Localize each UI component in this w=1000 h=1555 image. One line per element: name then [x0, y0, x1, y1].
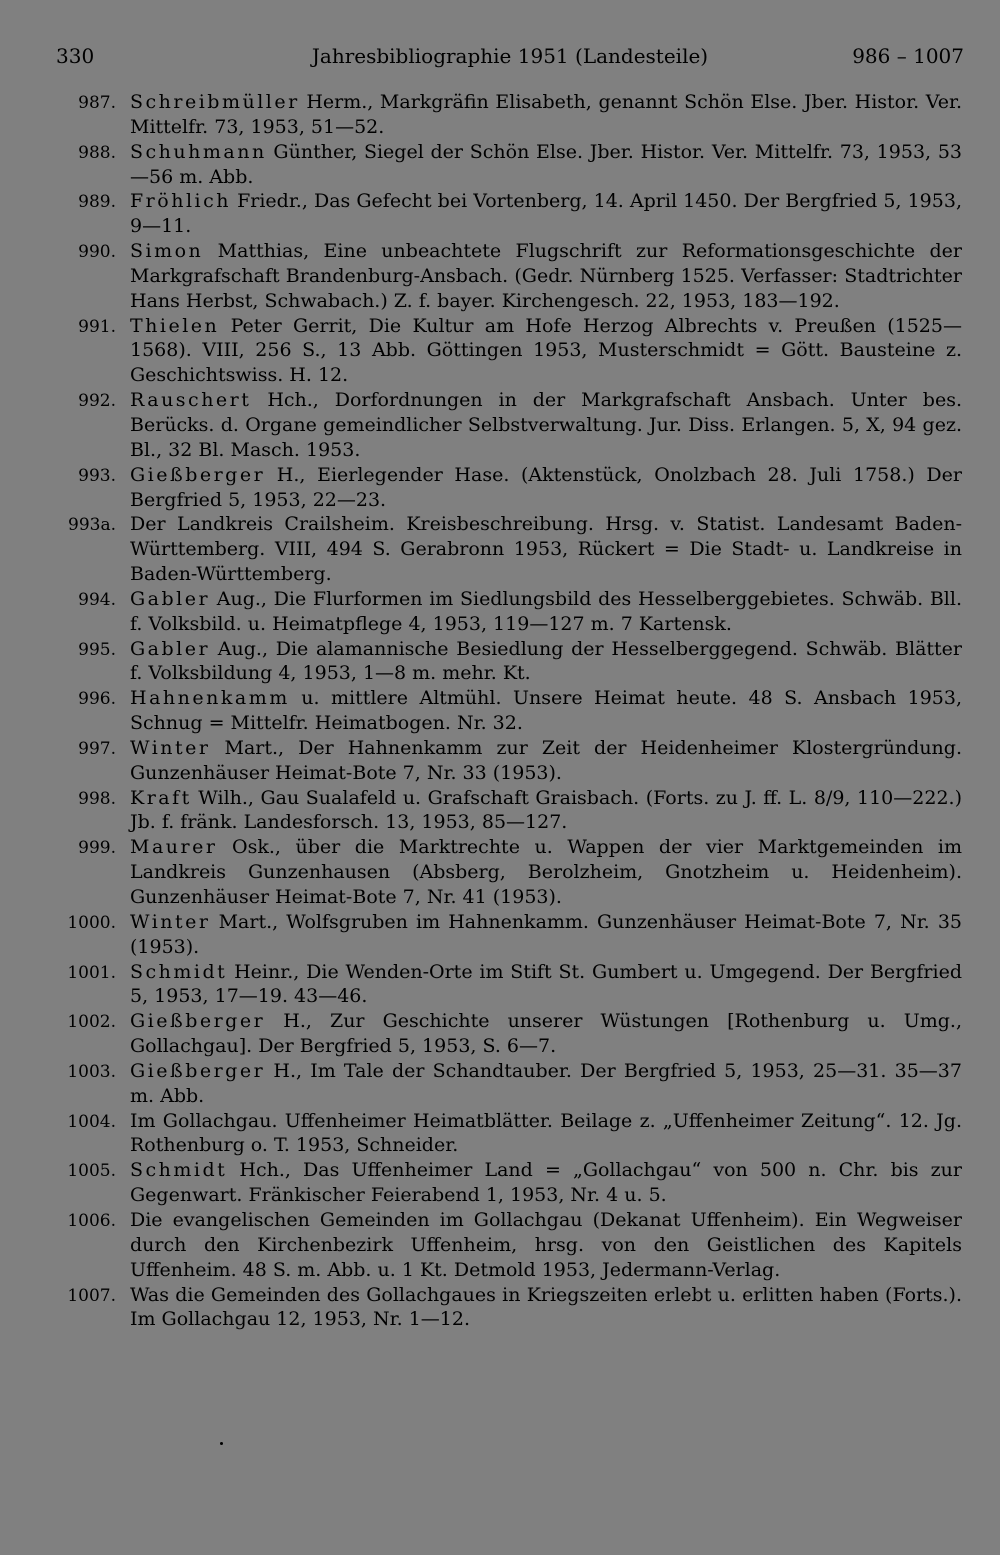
- entry-text: [130, 239, 962, 314]
- bibliography-entry: [0, 90, 962, 140]
- entry-author: Gießberger: [130, 1059, 266, 1082]
- entry-body: H., Im Tale der Schandtauber. Der Bergfried 5, 1953, 25—31. 35—37 m. Abb.: [130, 1059, 962, 1107]
- entry-author: Winter: [130, 736, 211, 759]
- bibliography-entry: [0, 637, 962, 687]
- entry-number: 999.: [78, 838, 116, 859]
- entry-number: 1006.: [67, 1210, 116, 1231]
- entry-body: Friedr., Das Gefecht bei Vortenberg, 14. April 1450. Der Bergfried 5, 1953, 9—11.: [130, 190, 962, 238]
- entry-body: Was die Gemeinden des Gollachgaues in Kriegszeiten erlebt u. erlitten haben (Forts.). Im Gollachgau 12, 1953, Nr. 1—12.: [130, 1283, 962, 1331]
- entry-body: Die evangelischen Gemeinden im Gollachgau (Dekanat Uffenheim). Ein Wegweiser durch den Kirchenbezirk Uffenheim, hrsg. von den Geistlichen des Kapitels Uffenheim. 48 S. m. Abb. u. 1 Kt. Detmold 1953, Jedermann-Verlag.: [130, 1208, 962, 1281]
- entry-number: 991.: [78, 316, 116, 337]
- entry-number: 988.: [78, 142, 116, 163]
- entry-number: 1003.: [67, 1061, 116, 1082]
- bibliography-entry: [0, 1009, 962, 1059]
- entry-text: [130, 637, 962, 687]
- entry-number: 1004.: [67, 1111, 116, 1132]
- entry-body: Hch., Dorfordnungen in der Markgrafschaft Ansbach. Unter bes. Berücks. d. Organe gemeindlicher Selbstverwaltung. Jur. Diss. Erlangen. 5, X, 94 gez. Bl., 32 Bl. Masch. 1953.: [130, 389, 962, 461]
- bibliography-entry: [0, 140, 962, 190]
- entry-number: 993.: [78, 465, 116, 486]
- entry-body: Im Gollachgau. Uffenheimer Heimatblätter. Beilage z. „Uffenheimer Zeitung“. 12. Jg. Rothenburg o. T. 1953, Schneider.: [130, 1109, 962, 1157]
- bibliography-entry: [0, 587, 962, 637]
- entry-text: [130, 960, 962, 1010]
- entry-number: 1007.: [67, 1285, 116, 1306]
- entry-body: Matthias, Eine unbeachtete Flugschrift zur Reformationsgeschichte der Markgrafschaft Brandenburg-Ansbach. (Gedr. Nürnberg 1525. Verfasser: Stadtrichter Hans Herbst, Schwabach.) Z. f. bayer. Kirchengesch. 22, 1953, 183—192.: [130, 240, 962, 312]
- entry-number: 998.: [78, 788, 116, 809]
- running-title: Jahresbibliographie 1951 (Landesteile): [311, 44, 709, 68]
- entry-number: 1000.: [67, 912, 116, 933]
- bibliography-entry: [0, 314, 962, 389]
- bibliography-entry: [0, 835, 962, 910]
- entry-author: Fröhlich: [130, 190, 231, 213]
- entry-author: Schreibmüller: [130, 91, 300, 113]
- bibliography-entry: [0, 686, 962, 736]
- entry-number: 995.: [78, 639, 116, 660]
- entry-body: Peter Gerrit, Die Kultur am Hofe Herzog Albrechts v. Preußen (1525—1568). VIII, 256 S., 13 Abb. Göttingen 1953, Musterschmidt = Gött. Bausteine z. Geschichtswiss. H. 12.: [130, 314, 962, 387]
- entry-text: [130, 587, 962, 637]
- stray-dot: [220, 1442, 223, 1445]
- entry-author: Gießberger: [130, 1010, 266, 1033]
- entry-text: [130, 463, 962, 513]
- entry-number: 993a.: [68, 515, 116, 536]
- entry-body: Herm., Markgräfin Elisabeth, genannt Schön Else. Jber. Histor. Ver. Mittelfr. 73, 1953, 51—52.: [130, 91, 962, 138]
- entry-text: [130, 140, 962, 190]
- entry-author: Gießberger: [130, 463, 266, 486]
- entry-author: Rauschert: [130, 389, 252, 412]
- page-number: 330: [56, 44, 95, 68]
- bibliography-entry: [0, 1208, 962, 1283]
- entry-number: 1001.: [67, 962, 116, 983]
- entry-text: [130, 910, 962, 960]
- entry-body: u. mittlere Altmühl. Unsere Heimat heute. 48 S. Ansbach 1953, Schnug = Mittelfr. Heimatbogen. Nr. 32.: [130, 687, 962, 735]
- entry-text: [130, 189, 962, 239]
- entry-range: 986 – 1007: [852, 44, 964, 68]
- entry-body: Günther, Siegel der Schön Else. Jber. Histor. Ver. Mittelfr. 73, 1953, 53—56 m. Abb.: [130, 140, 962, 188]
- entry-author: Winter: [130, 910, 211, 933]
- entry-body: Mart., Der Hahnenkamm zur Zeit der Heidenheimer Klostergründung. Gunzenhäuser Heimat-Bote 7, Nr. 33 (1953).: [130, 736, 962, 784]
- entry-author: Thielen: [130, 314, 220, 337]
- entry-text: [130, 1158, 962, 1208]
- bibliography-entry: [0, 910, 962, 960]
- bibliography-entry: [0, 189, 962, 239]
- entry-text: [130, 736, 962, 786]
- entry-body: Osk., über die Marktrechte u. Wappen der vier Marktgemeinden im Landkreis Gunzenhausen (Absberg, Berolzheim, Gnotzheim u. Heidenheim). Gunzenhäuser Heimat-Bote 7, Nr. 41 (1953).: [130, 836, 962, 908]
- entry-text: [130, 1208, 962, 1283]
- entry-text: [130, 1109, 962, 1159]
- entry-author: Maurer: [130, 836, 218, 859]
- entry-author: Kraft: [130, 786, 192, 809]
- bibliography-entry: [0, 1059, 962, 1109]
- entry-number: 1005.: [67, 1161, 116, 1182]
- entry-body: H., Zur Geschichte unserer Wüstungen [Rothenburg u. Umg., Gollachgau]. Der Bergfried 5, 1953, S. 6—7.: [130, 1010, 962, 1058]
- bibliography-list: [0, 90, 1000, 1332]
- entry-text: [130, 388, 962, 463]
- entry-text: [130, 786, 962, 836]
- page-header: [56, 44, 964, 76]
- entry-number: 1002.: [67, 1012, 116, 1033]
- entry-author: Gabler: [130, 587, 211, 610]
- entry-text: [130, 835, 962, 910]
- bibliography-entry: [0, 736, 962, 786]
- bibliography-entry: [0, 239, 962, 314]
- bibliography-entry: [0, 388, 962, 463]
- entry-body: Mart., Wolfsgruben im Hahnenkamm. Gunzenhäuser Heimat-Bote 7, Nr. 35 (1953).: [130, 910, 962, 958]
- entry-body: Hch., Das Uffenheimer Land = „Gollachgau“ von 500 n. Chr. bis zur Gegenwart. Fränkischer Feierabend 1, 1953, Nr. 4 u. 5.: [130, 1159, 962, 1207]
- bibliography-entry: [0, 1283, 962, 1333]
- entry-number: 989.: [78, 192, 116, 213]
- entry-body: Aug., Die Flurformen im Siedlungsbild des Hesselberggebietes. Schwäb. Bll. f. Volksbild. u. Heimatpflege 4, 1953, 119—127 m. 7 Kartensk.: [130, 587, 962, 635]
- entry-number: 990.: [78, 242, 116, 263]
- entry-text: [130, 1059, 962, 1109]
- entry-number: 996.: [78, 689, 116, 710]
- entry-text: [130, 1009, 962, 1059]
- bibliography-entry: [0, 1109, 962, 1159]
- entry-author: Schuhmann: [130, 140, 267, 163]
- entry-body: H., Eierlegender Hase. (Aktenstück, Onolzbach 28. Juli 1758.) Der Bergfried 5, 1953, 22—23.: [130, 463, 962, 511]
- entry-text: [130, 90, 962, 140]
- bibliography-entry: [0, 1158, 962, 1208]
- entry-text: [130, 1283, 962, 1333]
- entry-author: Simon: [130, 240, 204, 263]
- entry-text: [130, 314, 962, 389]
- entry-author: Schmidt: [130, 960, 228, 983]
- entry-text: [130, 512, 962, 587]
- entry-author: Schmidt: [130, 1159, 228, 1182]
- entry-number: 992.: [78, 391, 116, 412]
- bibliography-entry: [0, 786, 962, 836]
- entry-body: Der Landkreis Crailsheim. Kreisbeschreibung. Hrsg. v. Statist. Landesamt Baden-Württemberg. VIII, 494 S. Gerabronn 1953, Rückert = Die Stadt- u. Landkreise in Baden-Württemberg.: [130, 513, 962, 586]
- entry-body: Heinr., Die Wenden-Orte im Stift St. Gumbert u. Umgegend. Der Bergfried 5, 1953, 17—19. 43—46.: [130, 960, 962, 1008]
- entry-number: 997.: [78, 738, 116, 759]
- bibliography-entry: [0, 960, 962, 1010]
- entry-body: Wilh., Gau Sualafeld u. Grafschaft Graisbach. (Forts. zu J. ff. L. 8/9, 110—222.) Jb. f. fränk. Landesforsch. 13, 1953, 85—127.: [130, 786, 962, 834]
- entry-author: Gabler: [130, 637, 211, 660]
- entry-number: 987.: [78, 93, 116, 113]
- entry-author: Hahnenkamm: [130, 687, 290, 710]
- entry-text: [130, 686, 962, 736]
- entry-number: 994.: [78, 589, 116, 610]
- entry-body: Aug., Die alamannische Besiedlung der Hesselberggegend. Schwäb. Blätter f. Volksbildung 4, 1953, 1—8 m. mehr. Kt.: [130, 637, 962, 685]
- bibliography-entry: [0, 512, 962, 587]
- bibliography-entry: [0, 463, 962, 513]
